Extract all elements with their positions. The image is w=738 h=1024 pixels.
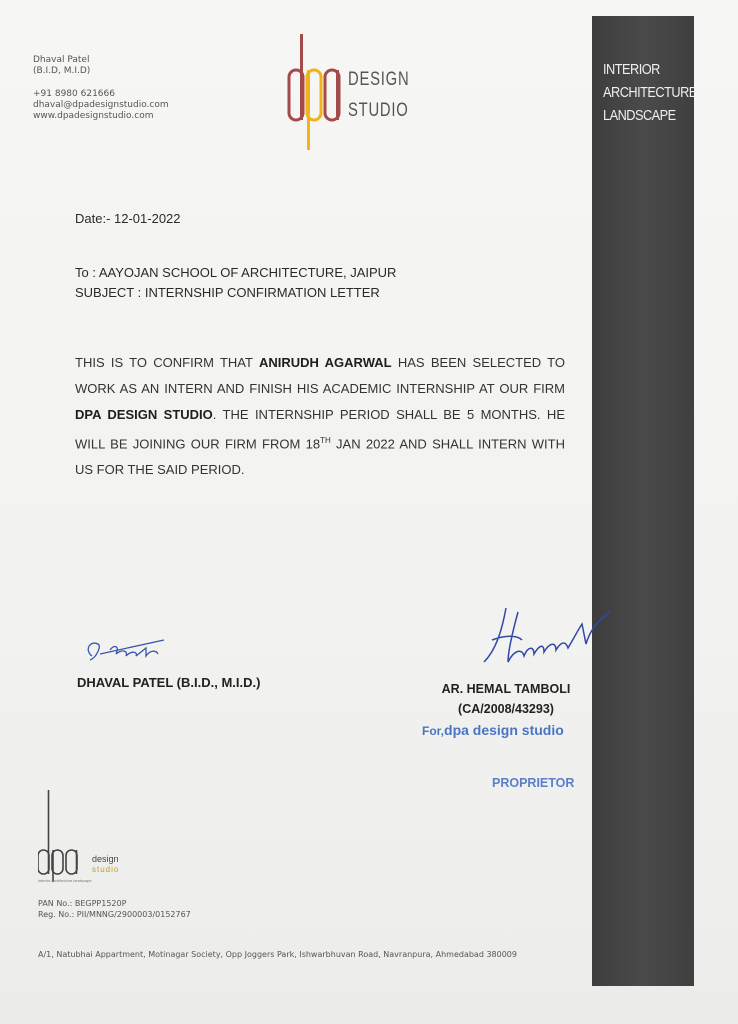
body-part-3: . THE INTERNSHIP PERIOD SHALL BE 5 MONTHS. HE WILL BE JOINING OUR FIRM FROM 18 — [75, 407, 565, 452]
stamp-for: For, — [422, 724, 445, 738]
side-band — [592, 16, 694, 986]
footer-logo-mark — [38, 790, 148, 885]
footer-logo-design: design — [92, 854, 119, 864]
dpa-logo — [286, 34, 416, 154]
sender-website: www.dpadesignstudio.com — [33, 111, 154, 121]
sender-email: dhaval@dpadesignstudio.com — [33, 100, 169, 110]
signatory-right-reg: (CA/2008/43293) — [458, 702, 554, 716]
signatory-left-name: DHAVAL PATEL (B.I.D., M.I.D.) — [77, 675, 261, 690]
letter-body — [75, 350, 565, 483]
sender-qualification: (B.I.D, M.I.D) — [33, 66, 91, 76]
pan-number: PAN No.: BEGPP1520P — [38, 899, 127, 908]
sender-block — [33, 55, 169, 122]
footer-logo-studio: studio — [92, 865, 120, 874]
sender-phone: +91 8980 621666 — [33, 89, 115, 99]
logo-word-design: DESIGN — [348, 68, 410, 90]
recipient-block — [75, 263, 396, 303]
office-address: A/1, Natubhai Appartment, Motinagar Society, Opp Joggers Park, Ishwarbhuvan Road, Navranpura, Ahmedabad 380009 — [38, 950, 517, 959]
band-line-landscape: LANDSCAPE — [603, 107, 676, 124]
date-superscript: TH — [320, 436, 331, 445]
band-line-architecture: ARCHITECTURE — [603, 84, 697, 101]
signatory-right-block — [436, 679, 576, 719]
body-part-1: THIS IS TO CONFIRM THAT — [75, 355, 259, 370]
signature-right — [478, 600, 618, 685]
signature-left — [80, 630, 170, 675]
signatory-right-name: AR. HEMAL TAMBOLI — [441, 682, 571, 696]
stamp-firm-name: dpa design studio — [444, 722, 564, 738]
signature-right-mark — [478, 600, 618, 680]
dpa-logo-mark — [286, 34, 416, 154]
recipient-to: To : AAYOJAN SCHOOL OF ARCHITECTURE, JAIPUR — [75, 265, 397, 280]
intern-name: ANIRUDH AGARWAL — [258, 355, 392, 370]
registration-block — [38, 898, 191, 920]
firm-stamp — [422, 722, 564, 738]
letter-date: Date:- 12-01-2022 — [75, 211, 181, 226]
signature-left-mark — [80, 630, 170, 670]
body-part-4: JAN 2022 AND SHALL INTERN WITH US FOR THE SAID PERIOD. — [75, 436, 565, 478]
body-part-2: HAS BEEN SELECTED TO WORK AS AN INTERN AND FINISH HIS ACADEMIC INTERNSHIP AT OUR FIRM — [75, 355, 566, 396]
firm-name: DPA DESIGN STUDIO — [75, 407, 213, 422]
reg-number: Reg. No.: PII/MNNG/2900003/0152767 — [38, 910, 191, 919]
footer-logo-tagline: interior architecture landscape — [38, 878, 92, 883]
side-band-text — [603, 58, 697, 127]
band-line-interior: INTERIOR — [603, 61, 660, 78]
sender-name: Dhaval Patel — [33, 55, 90, 65]
stamp-role: PROPRIETOR — [492, 776, 575, 790]
letter-subject: SUBJECT : INTERNSHIP CONFIRMATION LETTER — [75, 285, 380, 300]
logo-word-studio: STUDIO — [348, 99, 409, 121]
footer-logo — [38, 790, 148, 885]
